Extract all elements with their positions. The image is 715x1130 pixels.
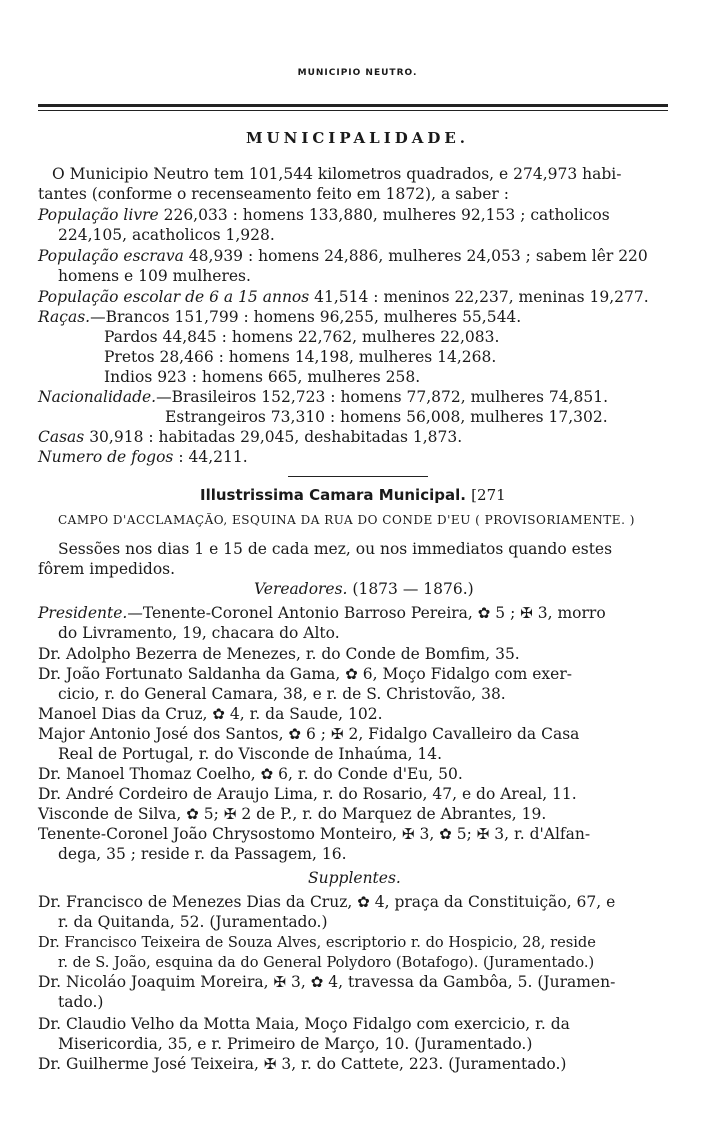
supplente-1-address: r. da Quitanda, 52. (Juramentado.)	[58, 913, 328, 931]
vereador-3	[38, 705, 383, 724]
cross-order-icon: ✠	[330, 725, 344, 743]
supplente-2: Dr. Francisco Teixeira de Souza Alves, escriptorio r. do Hospicio, 28, reside	[38, 934, 596, 951]
vereador-2	[38, 665, 572, 684]
vereador-8-rank-3: 3, r. d'Alfan-	[489, 825, 591, 843]
vereadores-years: (1873 — 1876.)	[347, 580, 474, 598]
vereador-4-name: Major Antonio José dos Santos,	[38, 725, 284, 743]
rose-order-icon: ✿	[357, 893, 370, 911]
populacao-livre	[38, 206, 610, 225]
rose-order-icon: ✿	[212, 705, 225, 723]
vereador-6: Dr. André Cordeiro de Araujo Lima, r. do Rosario, 47, e do Areal, 11.	[38, 785, 577, 803]
vereador-1: Dr. Adolpho Bezerra de Menezes, r. do Conde de Bomfim, 35.	[38, 645, 520, 663]
presidente-label: Presidente.	[38, 604, 128, 622]
racas-pardos: Pardos 44,845 : homens 22,762, mulheres 22,083.	[104, 328, 500, 346]
vereador-4-rank-2: 2, Fidalgo Cavalleiro da Casa	[343, 725, 580, 743]
nacionalidade-label: Nacionalidade.	[38, 388, 157, 406]
casas	[38, 428, 462, 447]
nacionalidade-estrangeiros: Estrangeiros 73,310 : homens 56,008, mulheres 17,302.	[165, 408, 608, 426]
vereador-8-rank-1: 3,	[414, 825, 435, 843]
supplente-4-address: Misericordia, 35, e r. Primeiro de Março, 10. (Juramentado.)	[58, 1035, 533, 1053]
populacao-escrava-label: População escrava	[38, 247, 184, 265]
numero-fogos	[38, 448, 248, 467]
vereador-7-rank-1: 5;	[198, 805, 219, 823]
camara-page-ref: [271	[471, 486, 506, 504]
populacao-livre-cont: 224,105, acatholicos 1,928.	[58, 226, 275, 244]
camara-title-text: Illustrissima Camara Municipal.	[200, 486, 466, 504]
intro-line-1: O Municipio Neutro tem 101,544 kilometros quadrados, e 274,973 habi-	[52, 165, 622, 183]
rose-order-icon: ✿	[260, 765, 274, 783]
supplente-3-rank-2: 4, travessa da Gambôa, 5. (Juramen-	[323, 973, 616, 991]
cross-order-icon: ✠	[273, 973, 287, 991]
camara-title	[200, 486, 506, 505]
vereador-7	[38, 805, 546, 824]
populacao-escolar-values: 41,514 : meninos 22,237, meninas 19,277.	[309, 288, 649, 306]
supplente-3-cont: tado.)	[58, 993, 104, 1011]
vereador-4-address: Real de Portugal, r. do Visconde de Inhaúma, 14.	[58, 745, 443, 763]
populacao-escolar-label: População escolar de 6 a 15 annos	[38, 288, 310, 306]
racas-label: Raças.	[38, 308, 91, 326]
populacao-livre-values: 226,033 : homens 133,880, mulheres 92,153 ; catholicos	[158, 206, 610, 224]
supplentes-heading: Supplentes.	[308, 869, 401, 887]
vereador-5-name: Dr. Manoel Thomaz Coelho,	[38, 765, 256, 783]
page-title: MUNICIPIO NEUTRO.	[297, 68, 418, 78]
vereador-8	[38, 825, 590, 844]
rose-order-icon: ✿	[439, 825, 452, 843]
vereador-5-rank: 6, r. do Conde d'Eu, 50.	[273, 765, 463, 783]
cross-order-icon: ✠	[263, 1055, 277, 1073]
supplente-4: Dr. Claudio Velho da Motta Maia, Moço Fidalgo com exercicio, r. da	[38, 1015, 570, 1033]
section-title: MUNICIPALIDADE.	[245, 129, 470, 147]
populacao-escrava-values: 48,939 : homens 24,886, mulheres 24,053 ; sabem lêr 220	[183, 247, 648, 265]
casas-label: Casas	[38, 428, 85, 446]
casas-values: 30,918 : habitadas 29,045, deshabitadas 1,873.	[84, 428, 463, 446]
presidente-rank-1: 5 ;	[490, 604, 516, 622]
vereador-7-name: Visconde de Silva,	[38, 805, 182, 823]
supplente-3-rank-1: 3,	[286, 973, 306, 991]
presidente-rank-2: 3, morro	[532, 604, 606, 622]
numero-fogos-label: Numero de fogos	[38, 448, 174, 466]
populacao-escrava	[38, 247, 648, 266]
supplente-2-address: r. de S. João, esquina da do General Polydoro (Botafogo). (Juramentado.)	[58, 954, 595, 971]
nacionalidade-brasileiros-values: —Brasileiros 152,723 : homens 77,872, mulheres 74,851.	[156, 388, 609, 406]
supplente-1	[38, 893, 615, 912]
camara-address: CAMPO D'ACCLAMAÇÃO, ESQUINA DA RUA DO CONDE D'EU ( PROVISORIAMENTE. )	[58, 513, 635, 527]
presidente-name: —Tenente-Coronel Antonio Barroso Pereira,	[127, 604, 473, 622]
supplente-1-name: Dr. Francisco de Menezes Dias da Cruz,	[38, 893, 353, 911]
populacao-livre-label: População livre	[38, 206, 159, 224]
numero-fogos-values: : 44,211.	[173, 448, 248, 466]
populacao-escolar	[38, 288, 649, 307]
section-divider	[288, 476, 428, 477]
sessions-line-2: fôrem impedidos.	[38, 560, 176, 578]
vereador-2-address: cicio, r. do General Camara, 38, e r. de S. Christovão, 38.	[58, 685, 506, 703]
cross-order-icon: ✠	[402, 825, 415, 843]
intro-line-2: tantes (conforme o recenseamento feito em 1872), a saber :	[38, 185, 509, 203]
rose-order-icon: ✿	[186, 805, 199, 823]
supplente-3	[38, 973, 615, 992]
rose-order-icon: ✿	[310, 973, 324, 991]
supplente-1-rank: 4, praça da Constituição, 67, e	[369, 893, 616, 911]
vereador-4-rank-1: 6 ;	[301, 725, 327, 743]
header-rule-thick	[38, 104, 668, 107]
vereador-2-name: Dr. João Fortunato Saldanha da Gama,	[38, 665, 341, 683]
presidente-entry	[38, 604, 606, 623]
vereadores-label: Vereadores.	[254, 580, 348, 598]
vereador-8-name: Tenente-Coronel João Chrysostomo Monteiro,	[38, 825, 398, 843]
vereadores-heading	[254, 580, 474, 599]
header-rule-thin	[38, 110, 668, 111]
populacao-escrava-cont: homens e 109 mulheres.	[58, 267, 251, 285]
presidente-address: do Livramento, 19, chacara do Alto.	[58, 624, 340, 642]
vereador-2-rank: 6, Moço Fidalgo com exer-	[357, 665, 572, 683]
vereador-4	[38, 725, 579, 744]
vereador-8-rank-2: 5;	[451, 825, 472, 843]
vereador-3-rank: 4, r. da Saude, 102.	[224, 705, 383, 723]
vereador-3-name: Manoel Dias da Cruz,	[38, 705, 208, 723]
vereador-5	[38, 765, 463, 784]
rose-order-icon: ✿	[477, 604, 491, 622]
vereador-7-rank-2: 2 de P., r. do Marquez de Abrantes, 19.	[236, 805, 547, 823]
racas-indios: Indios 923 : homens 665, mulheres 258.	[104, 368, 421, 386]
cross-order-icon: ✠	[476, 825, 490, 843]
racas-pretos: Pretos 28,466 : homens 14,198, mulheres 14,268.	[104, 348, 497, 366]
cross-order-icon: ✠	[520, 604, 533, 622]
supplente-5	[38, 1055, 566, 1074]
nacionalidade-brasileiros	[38, 388, 608, 407]
sessions-line-1: Sessões nos dias 1 e 15 de cada mez, ou nos immediatos quando estes	[58, 540, 613, 558]
supplente-3-name: Dr. Nicoláo Joaquim Moreira,	[38, 973, 269, 991]
supplente-5-rank: 3, r. do Cattete, 223. (Juramentado.)	[276, 1055, 567, 1073]
rose-order-icon: ✿	[288, 725, 302, 743]
supplente-5-name: Dr. Guilherme José Teixeira,	[38, 1055, 259, 1073]
vereador-8-address: dega, 35 ; reside r. da Passagem, 16.	[58, 845, 347, 863]
rose-order-icon: ✿	[345, 665, 358, 683]
racas-brancos	[38, 308, 521, 327]
cross-order-icon: ✠	[223, 805, 237, 823]
racas-brancos-values: —Brancos 151,799 : homens 96,255, mulheres 55,544.	[90, 308, 522, 326]
